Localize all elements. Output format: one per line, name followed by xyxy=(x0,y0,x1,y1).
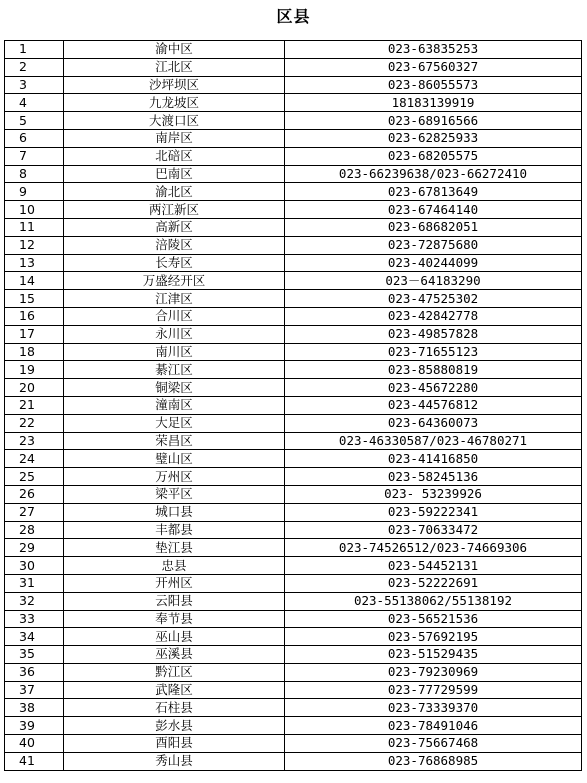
table-row xyxy=(5,574,582,592)
table-row xyxy=(5,450,582,468)
row-index: 16 xyxy=(5,307,64,325)
row-index: 8 xyxy=(5,165,64,183)
table-row xyxy=(5,735,582,753)
phone-number: 023-76868985 xyxy=(285,752,582,770)
district-name: 梁平区 xyxy=(64,485,285,503)
district-name: 綦江区 xyxy=(64,361,285,379)
row-index: 27 xyxy=(5,503,64,521)
phone-number: 023-78491046 xyxy=(285,717,582,735)
row-index: 11 xyxy=(5,218,64,236)
phone-number: 023-66239638/023-66272410 xyxy=(285,165,582,183)
table-row xyxy=(5,485,582,503)
district-name: 大足区 xyxy=(64,414,285,432)
table-row xyxy=(5,183,582,201)
phone-number: 023-59222341 xyxy=(285,503,582,521)
row-index: 24 xyxy=(5,450,64,468)
table-row xyxy=(5,236,582,254)
table-row xyxy=(5,41,582,59)
district-name: 两江新区 xyxy=(64,201,285,219)
phone-number: 023-56521536 xyxy=(285,610,582,628)
district-name: 丰都县 xyxy=(64,521,285,539)
table-row xyxy=(5,254,582,272)
phone-number: 023-79230969 xyxy=(285,663,582,681)
table-row xyxy=(5,717,582,735)
phone-number: 023-51529435 xyxy=(285,646,582,664)
district-name: 渝北区 xyxy=(64,183,285,201)
phone-number: 023-55138062/55138192 xyxy=(285,592,582,610)
phone-number: 18183139919 xyxy=(285,94,582,112)
row-index: 21 xyxy=(5,396,64,414)
phone-number: 023-70633472 xyxy=(285,521,582,539)
row-index: 31 xyxy=(5,574,64,592)
row-index: 22 xyxy=(5,414,64,432)
row-index: 4 xyxy=(5,94,64,112)
phone-number: 023-74526512/023-74669306 xyxy=(285,539,582,557)
district-name: 高新区 xyxy=(64,218,285,236)
phone-number: 023-49857828 xyxy=(285,325,582,343)
district-name: 江津区 xyxy=(64,290,285,308)
phone-number: 023-41416850 xyxy=(285,450,582,468)
table-row xyxy=(5,628,582,646)
phone-number: 023-71655123 xyxy=(285,343,582,361)
phone-number: 023-68916566 xyxy=(285,112,582,130)
phone-number: 023-45672280 xyxy=(285,379,582,397)
phone-number: 023-68682051 xyxy=(285,218,582,236)
row-index: 35 xyxy=(5,646,64,664)
table-row xyxy=(5,201,582,219)
row-index: 17 xyxy=(5,325,64,343)
phone-number: 023-47525302 xyxy=(285,290,582,308)
phone-number: 023-44576812 xyxy=(285,396,582,414)
table-row xyxy=(5,752,582,770)
district-name: 涪陵区 xyxy=(64,236,285,254)
phone-number: 023-67813649 xyxy=(285,183,582,201)
table-row xyxy=(5,414,582,432)
district-name: 永川区 xyxy=(64,325,285,343)
district-name: 城口县 xyxy=(64,503,285,521)
phone-number: 023-67464140 xyxy=(285,201,582,219)
district-name: 北碚区 xyxy=(64,147,285,165)
phone-number: 023-86055573 xyxy=(285,76,582,94)
table-row xyxy=(5,610,582,628)
phone-number: 023－64183290 xyxy=(285,272,582,290)
phone-number: 023-57692195 xyxy=(285,628,582,646)
page-title: 区县 xyxy=(276,7,311,26)
row-index: 38 xyxy=(5,699,64,717)
table-row xyxy=(5,503,582,521)
district-name: 九龙坡区 xyxy=(64,94,285,112)
table-row xyxy=(5,396,582,414)
phone-number: 023-46330587/023-46780271 xyxy=(285,432,582,450)
row-index: 25 xyxy=(5,468,64,486)
phone-number: 023-58245136 xyxy=(285,468,582,486)
row-index: 39 xyxy=(5,717,64,735)
phone-number: 023-85880819 xyxy=(285,361,582,379)
phone-number: 023-73339370 xyxy=(285,699,582,717)
district-name: 渝中区 xyxy=(64,41,285,59)
district-name: 万州区 xyxy=(64,468,285,486)
row-index: 41 xyxy=(5,752,64,770)
row-index: 23 xyxy=(5,432,64,450)
table-row xyxy=(5,557,582,575)
phone-number: 023-63835253 xyxy=(285,41,582,59)
district-name: 武隆区 xyxy=(64,681,285,699)
district-name: 垫江县 xyxy=(64,539,285,557)
table-row xyxy=(5,343,582,361)
district-name: 巫溪县 xyxy=(64,646,285,664)
table-row xyxy=(5,218,582,236)
district-name: 奉节县 xyxy=(64,610,285,628)
row-index: 34 xyxy=(5,628,64,646)
table-row xyxy=(5,521,582,539)
table-row xyxy=(5,58,582,76)
row-index: 30 xyxy=(5,557,64,575)
district-name: 铜梁区 xyxy=(64,379,285,397)
district-name: 秀山县 xyxy=(64,752,285,770)
row-index: 28 xyxy=(5,521,64,539)
table-row xyxy=(5,361,582,379)
district-name: 巴南区 xyxy=(64,165,285,183)
phone-number: 023-52222691 xyxy=(285,574,582,592)
table-row xyxy=(5,307,582,325)
table-row xyxy=(5,468,582,486)
phone-number: 023-68205575 xyxy=(285,147,582,165)
row-index: 32 xyxy=(5,592,64,610)
row-index: 3 xyxy=(5,76,64,94)
district-name: 荣昌区 xyxy=(64,432,285,450)
phone-number: 023-77729599 xyxy=(285,681,582,699)
phone-number: 023-42842778 xyxy=(285,307,582,325)
table-row xyxy=(5,272,582,290)
table-row xyxy=(5,663,582,681)
phone-number: 023- 53239926 xyxy=(285,485,582,503)
row-index: 37 xyxy=(5,681,64,699)
district-name: 巫山县 xyxy=(64,628,285,646)
row-index: 12 xyxy=(5,236,64,254)
row-index: 33 xyxy=(5,610,64,628)
table-row xyxy=(5,592,582,610)
district-contact-table xyxy=(4,40,582,771)
table-row xyxy=(5,432,582,450)
row-index: 7 xyxy=(5,147,64,165)
table-row xyxy=(5,325,582,343)
district-name: 黔江区 xyxy=(64,663,285,681)
phone-number: 023-75667468 xyxy=(285,735,582,753)
table-row xyxy=(5,681,582,699)
row-index: 18 xyxy=(5,343,64,361)
district-name: 南川区 xyxy=(64,343,285,361)
phone-number: 023-62825933 xyxy=(285,129,582,147)
district-name: 云阳县 xyxy=(64,592,285,610)
district-name: 沙坪坝区 xyxy=(64,76,285,94)
phone-number: 023-54452131 xyxy=(285,557,582,575)
row-index: 5 xyxy=(5,112,64,130)
district-name: 酉阳县 xyxy=(64,735,285,753)
table-row xyxy=(5,129,582,147)
row-index: 13 xyxy=(5,254,64,272)
district-name: 大渡口区 xyxy=(64,112,285,130)
table-row xyxy=(5,290,582,308)
district-name: 璧山区 xyxy=(64,450,285,468)
table-row xyxy=(5,165,582,183)
row-index: 26 xyxy=(5,485,64,503)
table-row xyxy=(5,94,582,112)
row-index: 14 xyxy=(5,272,64,290)
phone-number: 023-40244099 xyxy=(285,254,582,272)
table-row xyxy=(5,646,582,664)
row-index: 1 xyxy=(5,41,64,59)
table-body xyxy=(5,41,582,771)
row-index: 19 xyxy=(5,361,64,379)
row-index: 9 xyxy=(5,183,64,201)
row-index: 20 xyxy=(5,379,64,397)
district-name: 忠县 xyxy=(64,557,285,575)
row-index: 10 xyxy=(5,201,64,219)
district-name: 万盛经开区 xyxy=(64,272,285,290)
district-name: 彭水县 xyxy=(64,717,285,735)
district-name: 潼南区 xyxy=(64,396,285,414)
table-row xyxy=(5,147,582,165)
row-index: 36 xyxy=(5,663,64,681)
phone-number: 023-67560327 xyxy=(285,58,582,76)
row-index: 15 xyxy=(5,290,64,308)
district-name: 江北区 xyxy=(64,58,285,76)
table-row xyxy=(5,112,582,130)
table-row xyxy=(5,539,582,557)
table-row xyxy=(5,699,582,717)
row-index: 40 xyxy=(5,735,64,753)
phone-number: 023-72875680 xyxy=(285,236,582,254)
district-name: 合川区 xyxy=(64,307,285,325)
row-index: 2 xyxy=(5,58,64,76)
table-row xyxy=(5,379,582,397)
row-index: 29 xyxy=(5,539,64,557)
table-row xyxy=(5,76,582,94)
district-name: 石柱县 xyxy=(64,699,285,717)
district-name: 开州区 xyxy=(64,574,285,592)
phone-number: 023-64360073 xyxy=(285,414,582,432)
district-name: 长寿区 xyxy=(64,254,285,272)
row-index: 6 xyxy=(5,129,64,147)
district-name: 南岸区 xyxy=(64,129,285,147)
